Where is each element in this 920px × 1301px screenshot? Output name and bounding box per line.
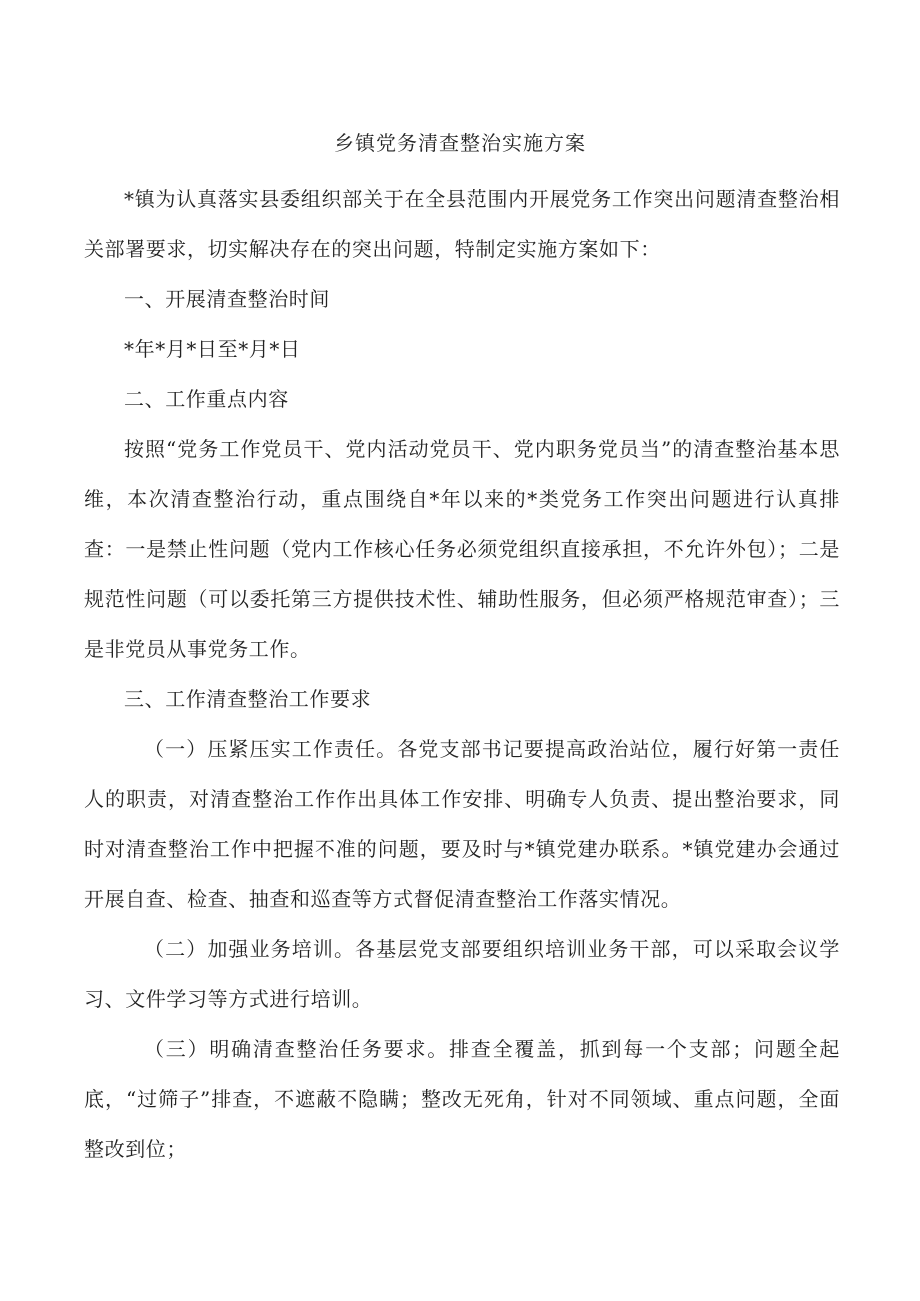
section-1-heading: 一、开展清查整治时间 xyxy=(124,287,330,311)
document-title: 乡镇党务清查整治实施方案 xyxy=(334,131,586,155)
section-3-item-3: （三）明确清查整治任务要求。排查全覆盖，抓到每一个支部；问题全起底，“过筛子”排查，不遮蔽不隐瞒；整改无死角，针对不同领域、重点问题，全面整改到位； xyxy=(84,1037,840,1161)
section-1-text: *年*月*日至*月*日 xyxy=(124,337,301,361)
section-3-item-2: （二）加强业务培训。各基层党支部要组织培训业务干部，可以采取会议学习、文件学习等方式进行培训。 xyxy=(84,937,840,1011)
document-body xyxy=(84,174,840,1174)
section-2-text: 按照“党务工作党员干、党内活动党员干、党内职务党员当”的清查整治基本思维，本次清查整治行动，重点围绕自*年以来的*类党务工作突出问题进行认真排查：一是禁止性问题（党内工作核心任务必须党组织直接承担，不允许外包）；二是规范性问题（可以委托第三方提供技术性、辅助性服务，但必须严格规范审查）；三是非党员从事党务工作。 xyxy=(84,437,840,661)
intro-paragraph: *镇为认真落实县委组织部关于在全县范围内开展党务工作突出问题清查整治相关部署要求，切实解决存在的突出问题，特制定实施方案如下： xyxy=(84,187,840,261)
section-3-item-1: （一）压紧压实工作责任。各党支部书记要提高政治站位，履行好第一责任人的职责，对清查整治工作作出具体工作安排、明确专人负责、提出整治要求，同时对清查整治工作中把握不准的问题，要及时与*镇党建办联系。*镇党建办会通过开展自查、检查、抽查和巡查等方式督促清查整治工作落实情况。 xyxy=(84,737,840,911)
section-3-heading: 三、工作清查整治工作要求 xyxy=(124,687,372,711)
section-2-heading: 二、工作重点内容 xyxy=(124,387,289,411)
